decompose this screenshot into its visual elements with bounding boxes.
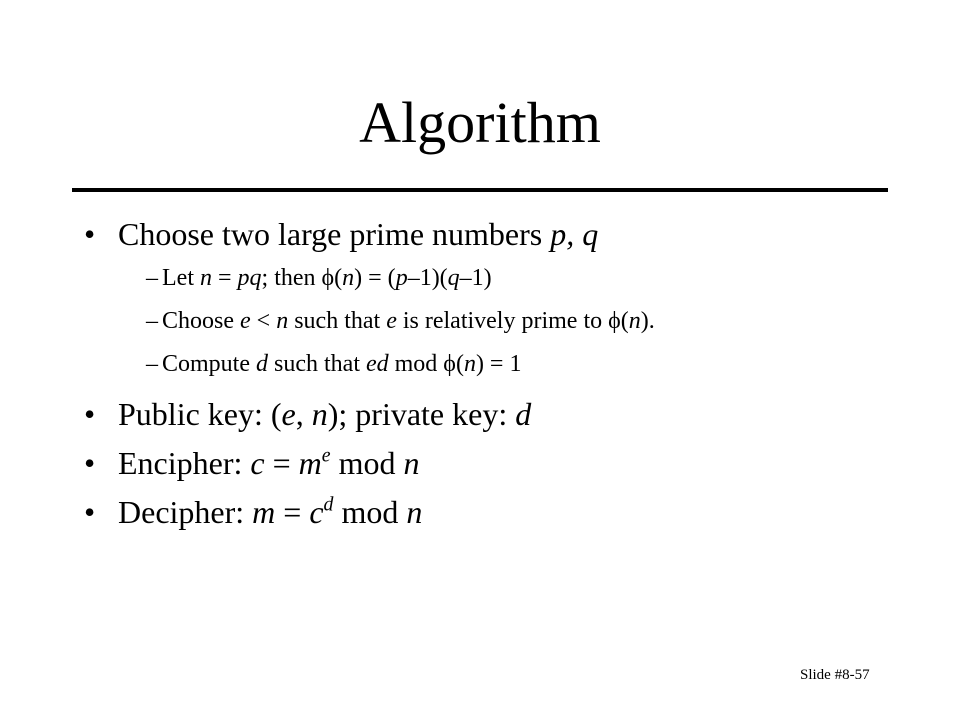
- bullet-marker: •: [84, 216, 96, 252]
- bullet-item: [84, 492, 422, 532]
- text-segment: Decipher:: [118, 494, 253, 530]
- text-segment: Let: [162, 265, 200, 291]
- bullet-marker: •: [84, 494, 96, 530]
- text-segment: m: [298, 445, 322, 481]
- text-segment: pq: [237, 265, 262, 291]
- text-segment: ) = (: [354, 265, 396, 291]
- bullet-marker: •: [84, 396, 96, 432]
- text-segment: =: [211, 265, 238, 291]
- text-segment: p: [395, 265, 408, 291]
- sub-bullet-item: [146, 349, 521, 379]
- text-segment: =: [264, 445, 299, 481]
- text-segment: m: [252, 494, 276, 530]
- bullet-item: [84, 394, 531, 434]
- text-segment: e: [240, 308, 251, 334]
- text-segment: d: [256, 351, 268, 377]
- dash-marker: –: [146, 265, 158, 291]
- text-segment: Compute: [162, 351, 256, 377]
- text-segment: =: [275, 494, 310, 530]
- text-segment: c: [309, 494, 324, 530]
- text-segment: n: [406, 494, 423, 530]
- text-segment: ); private key:: [327, 396, 516, 432]
- sub-bullet-item: [146, 306, 655, 336]
- sub-bullet-item: [146, 263, 492, 293]
- bullet-marker: •: [84, 445, 96, 481]
- text-segment: Choose two large prime numbers: [118, 216, 551, 252]
- text-segment: e: [321, 444, 331, 467]
- text-segment: n: [463, 351, 476, 377]
- text-segment: Encipher:: [118, 445, 251, 481]
- text-segment: n: [276, 308, 289, 334]
- text-segment: n: [342, 265, 355, 291]
- text-segment: n: [199, 265, 212, 291]
- slide-title: Algorithm: [359, 90, 601, 155]
- dash-marker: –: [146, 351, 158, 377]
- text-segment: ) = 1: [475, 351, 522, 377]
- bullet-item: [84, 443, 419, 483]
- text-segment: d: [323, 493, 334, 516]
- text-segment: e: [281, 396, 296, 432]
- text-segment: p, q: [550, 216, 599, 252]
- text-segment: Choose: [162, 308, 240, 334]
- text-segment: ,: [295, 396, 312, 432]
- text-segment: such that: [268, 351, 366, 377]
- text-segment: –1): [459, 265, 492, 291]
- dash-marker: –: [146, 308, 158, 334]
- text-segment: mod: [330, 445, 404, 481]
- text-segment: ).: [640, 308, 655, 334]
- text-segment: <: [250, 308, 277, 334]
- text-segment: Public key: (: [118, 396, 282, 432]
- text-segment: ; then ϕ(: [261, 265, 343, 291]
- text-segment: ed: [365, 351, 389, 377]
- text-segment: such that: [288, 308, 387, 334]
- text-segment: e: [386, 308, 397, 334]
- slide-number: Slide #8-57: [800, 667, 870, 683]
- text-segment: n: [311, 396, 328, 432]
- text-segment: –1)(: [407, 265, 448, 291]
- text-segment: mod ϕ(: [388, 351, 464, 377]
- text-segment: n: [403, 445, 420, 481]
- text-segment: c: [250, 445, 265, 481]
- bullet-item: [84, 214, 598, 254]
- text-segment: q: [447, 265, 460, 291]
- text-segment: n: [628, 308, 641, 334]
- text-segment: mod: [333, 494, 407, 530]
- text-segment: is relatively prime to ϕ(: [396, 308, 629, 334]
- text-segment: d: [515, 396, 532, 432]
